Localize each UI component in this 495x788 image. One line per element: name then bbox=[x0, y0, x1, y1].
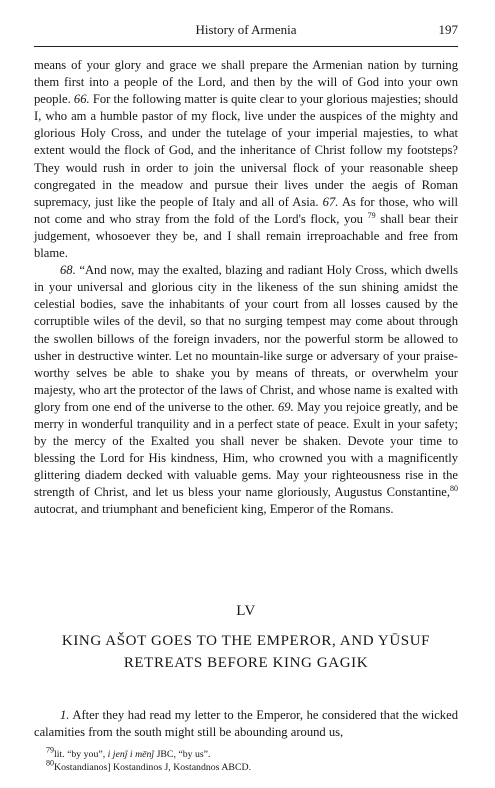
main-text bbox=[34, 57, 458, 519]
text-run: means of your glory and grace we shall prepare the Armenian nation by turning them first into a people of the Lord, and then by the will of God into your own people. bbox=[34, 58, 458, 107]
footnote-text-italic: i jenĵ i mēnĵ bbox=[107, 749, 155, 760]
verse-number: 69. bbox=[277, 399, 294, 414]
section-title-line: KING AŠOT GOES TO THE EMPEROR, AND YŪSUF bbox=[61, 633, 431, 649]
paragraph bbox=[34, 262, 458, 518]
text-run: shall bear their judgement, whosoever they be, and I shall remain irreproachable and free from blame. bbox=[34, 211, 458, 261]
section-number: LV bbox=[236, 603, 256, 619]
footnote-mark: 80 bbox=[46, 758, 54, 768]
verse-number: 1. bbox=[60, 708, 70, 722]
footnote-mark: 79 bbox=[46, 745, 54, 755]
running-header bbox=[34, 22, 458, 40]
verse-number: 68. bbox=[60, 263, 76, 278]
footnote bbox=[46, 745, 458, 761]
section-title-line: RETREATS BEFORE KING GAGIK bbox=[123, 655, 369, 671]
running-title: History of Armenia bbox=[195, 22, 297, 37]
footnote-text: JBC, “by us”. bbox=[154, 749, 211, 760]
text-run: For the following matter is quite clear to your glorious majesties; should I, who am a humble pastor of my flock, live under the auspices of the mighty and glorious Holy Cross, and under the tutelage of your imperial majesties, to what extent would the flock of God, and the inheritance of Christ follow my footsteps? They would rush in order to join the universal flock of your reasonable sheep congregated in the meadow and pursue their lives under the aegis of Roman supremacy, just like the people of Italy and all of Asia. bbox=[34, 92, 458, 209]
header-rule bbox=[34, 46, 458, 47]
footnote-ref: 80 bbox=[450, 484, 458, 494]
footnotes bbox=[46, 745, 458, 774]
footnote-text: Kostandianos] Kostandinos J, Kostandnos ABCD. bbox=[54, 762, 252, 773]
section-title bbox=[34, 630, 458, 674]
section-text bbox=[34, 707, 458, 741]
footnote bbox=[46, 758, 458, 774]
text-run: autocrat, and triumphant and beneficient king, Emperor of the Romans. bbox=[34, 502, 394, 517]
page-number: 197 bbox=[438, 22, 458, 37]
footnote-text: lit. “by you”, bbox=[54, 749, 108, 760]
paragraph bbox=[34, 707, 458, 741]
text-run: “And now, may the exalted, blazing and radiant Holy Cross, which dwells in your universal and glorious city in the likeness of the sun shining amidst the celestial bodies, save the inhabitants of your court from all losses caused by the corruptible wiles of the devil, so that no surging tempest may come about through the swollen billows of the foreign invaders, nor the powerful storm be allowed to usher in destructive winter. Let no mountain-like surge or adversary of your praiseworthy selves be able to shake you by means of threats, or overwhelm your majesty, who art the protector of the laws of Christ, and whose name is exalted with glory from one end of the universe to the other. bbox=[34, 263, 458, 414]
text-run: After they had read my letter to the Emperor, he considered that the wicked calamities from the south might still be abounding around us, bbox=[34, 708, 458, 740]
footnote-ref: 79 bbox=[367, 210, 376, 220]
text-run: May you rejoice greatly, and be merry in wonderful tranquility and in a perfect state of peace. Exult in your safety; by the mercy of the Exalted you shall never be shaken. Devote your time to blessing the Lord for His kindness, Him, who crowned you with a magnificently glittering diadem decked with valuable gems. May your righteousness rise in the strength of Christ, and let us bless your name gloriously, Augustus Constantine, bbox=[34, 399, 459, 500]
text-run: As for those, who will not come and who stray from the fold of the Lord's flock, you bbox=[34, 194, 458, 226]
verse-number: 66. bbox=[73, 92, 90, 107]
verse-number: 67. bbox=[322, 194, 339, 209]
paragraph bbox=[34, 57, 458, 262]
